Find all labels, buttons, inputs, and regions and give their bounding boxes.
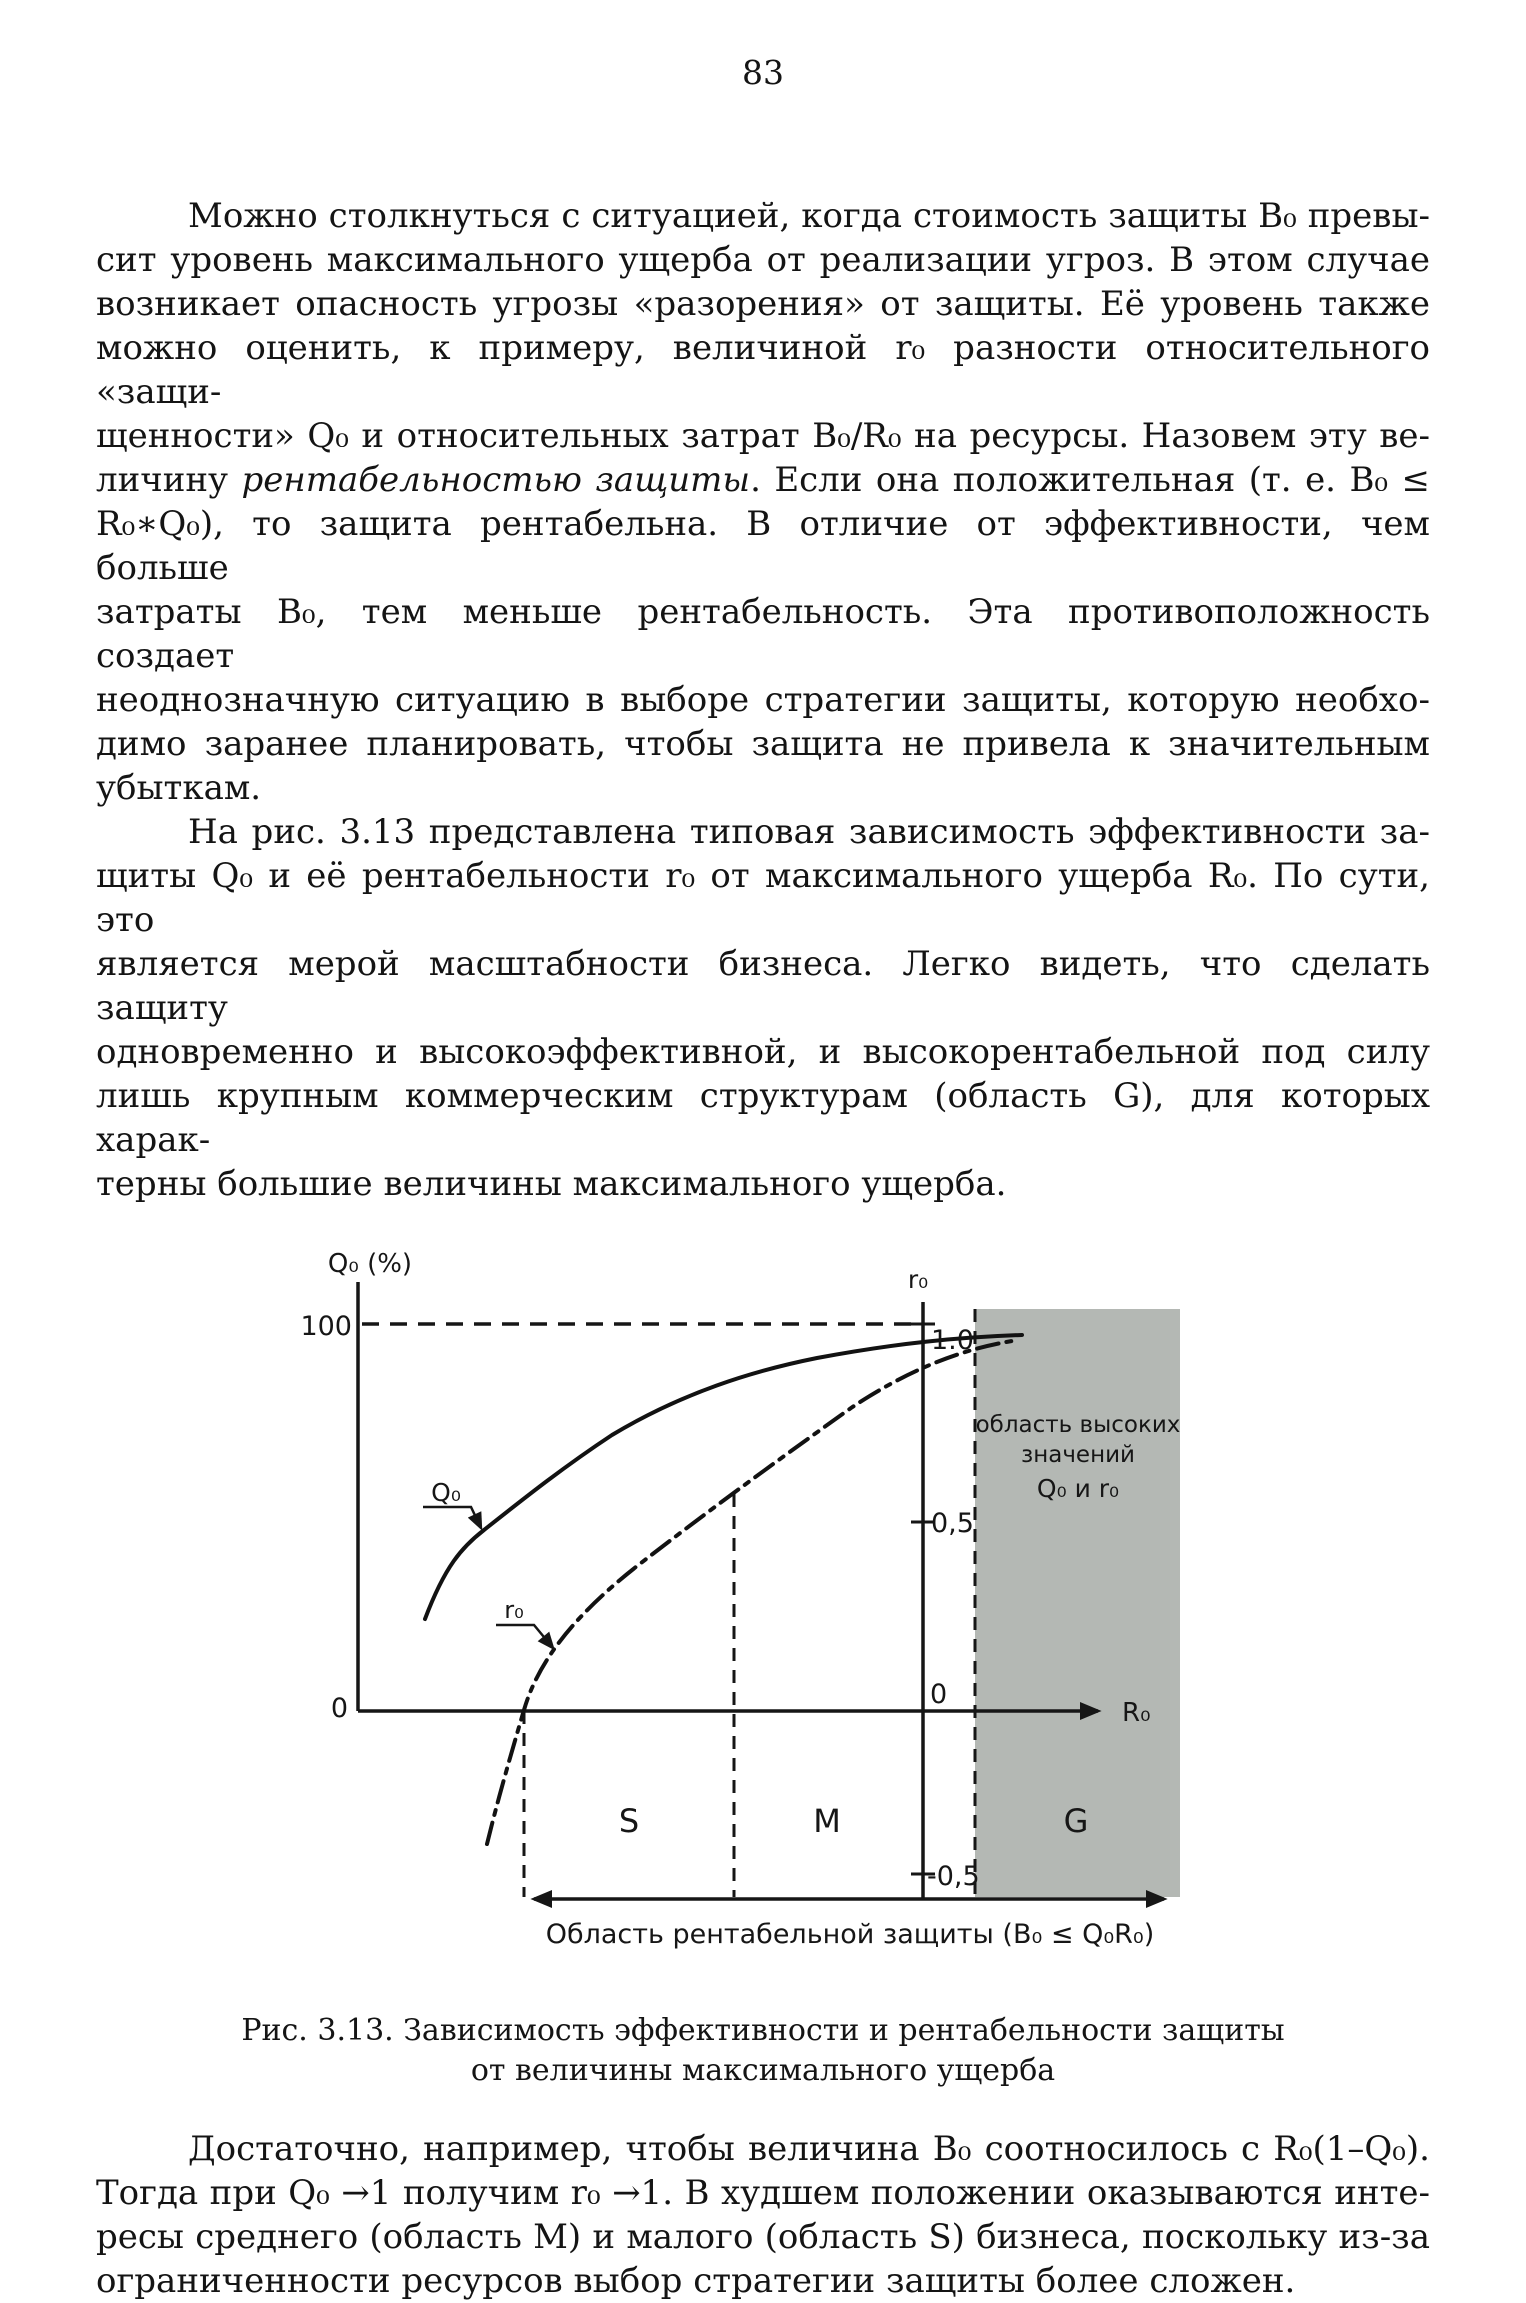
region-label-g: G <box>1063 1802 1089 1840</box>
high-values-text-line1: область высоких <box>975 1412 1181 1438</box>
p1-line-06 <box>96 458 1430 502</box>
figure-caption-line1: Рис. 3.13. Зависимость эффективности и рентабельности защиты <box>241 2013 1285 2048</box>
r0-rentability-curve <box>487 1341 1012 1844</box>
tick-label-0-left: 0 <box>330 1693 348 1724</box>
figure-caption-line2: от величины максимального ущерба <box>470 2053 1056 2088</box>
p1-line-06-italic-term: рентабельностью защиты <box>241 460 751 500</box>
p1-line-10: димо заранее планировать, чтобы защита не привела к значительным <box>96 724 1430 764</box>
p1-line-06-pre: личину <box>96 460 242 500</box>
p1-line-04: можно оценить, к примеру, величиной r₀ разности относительного «защи- <box>96 328 1430 412</box>
p1-line-09: неоднозначную ситуацию в выборе стратегии защиты, которую необхо- <box>96 680 1430 720</box>
tick-label-0-right: 0 <box>930 1679 948 1710</box>
region-label-s: S <box>618 1802 640 1840</box>
p1-line-01: Можно столкнуться с ситуацией, когда стоимость защиты B₀ превы- <box>188 196 1430 236</box>
r0-curve-label: r₀ <box>504 1596 524 1624</box>
p2-line-01: На рис. 3.13 представлена типовая зависимость эффективности за- <box>188 812 1430 852</box>
p2-line-04: одновременно и высокоэффективной, и высокорентабельной под силу <box>96 1032 1430 1072</box>
q0-curve-pointer-arrow <box>423 1507 481 1528</box>
figure-3-13 <box>230 1214 1190 1963</box>
r0-curve-pointer-arrow <box>496 1625 553 1648</box>
p2-line-03: является мерой масштабности бизнеса. Легко видеть, что сделать защиту <box>96 944 1430 1028</box>
high-values-text-line2: значений <box>1020 1442 1136 1468</box>
p1-line-11: убыткам. <box>96 768 262 808</box>
tick-label-100: 100 <box>300 1311 352 1342</box>
p3-line-01: Достаточно, например, чтобы величина B₀ соотносилось с R₀(1–Q₀). <box>188 2129 1430 2169</box>
p3-line-04: ограниченности ресурсов выбор стратегии защиты более сложен. <box>96 2261 1296 2301</box>
p2-line-05: лишь крупным коммерческим структурам (область G), для которых харак- <box>96 1076 1430 1160</box>
paragraph-2 <box>96 810 1430 1206</box>
tick-label-neg-0-5: -0,5 <box>927 1861 980 1892</box>
high-values-text-line3: Q₀ и r₀ <box>1036 1474 1120 1503</box>
r0-axis-label: r₀ <box>907 1265 929 1294</box>
p2-line-06: терны большие величины максимального ущерба. <box>96 1164 1007 1204</box>
region-label-m: M <box>813 1802 841 1840</box>
paragraph-3 <box>96 2127 1430 2303</box>
q0-axis-label: Q₀ (%) <box>327 1249 413 1279</box>
p3-line-02: Тогда при Q₀ →1 получим r₀ →1. В худшем положении оказываются инте- <box>96 2173 1430 2213</box>
tick-label-1-0: 1.0 <box>931 1325 974 1356</box>
q0-effectiveness-curve <box>425 1335 1022 1619</box>
q0-curve-label: Q₀ <box>431 1478 461 1507</box>
tick-label-0-5: 0,5 <box>931 1508 974 1539</box>
p2-line-02: щиты Q₀ и её рентабельности r₀ от максимального ущерба R₀. По сути, это <box>96 856 1430 940</box>
paragraph-1 <box>96 194 1430 810</box>
rentable-range-caption: Область рентабельной защиты (B₀ ≤ Q₀R₀) <box>545 1919 1155 1950</box>
page-number: 83 <box>742 53 784 92</box>
p1-line-06-post: . Если она положительная (т. е. B₀ ≤ <box>750 460 1430 500</box>
p1-line-02: сит уровень максимального ущерба от реализации угроз. В этом случае <box>96 240 1430 280</box>
figure-3-13-plot <box>230 1214 1190 1959</box>
p1-line-03: возникает опасность угрозы «разорения» от защиты. Её уровень также <box>96 284 1430 324</box>
p1-line-05: щенности» Q₀ и относительных затрат B₀/R₀ на ресурсы. Назовем эту ве- <box>96 416 1430 456</box>
p3-line-03: ресы среднего (область М) и малого (область S) бизнеса, поскольку из-за <box>96 2217 1430 2257</box>
figure-caption <box>96 2011 1430 2091</box>
p1-line-07: R₀∗Q₀), то защита рентабельна. В отличие от эффективности, чем больше <box>96 504 1430 588</box>
p1-line-08: затраты B₀, тем меньше рентабельность. Эта противоположность создает <box>96 592 1430 676</box>
x-axis-label: R₀ <box>1122 1698 1151 1728</box>
